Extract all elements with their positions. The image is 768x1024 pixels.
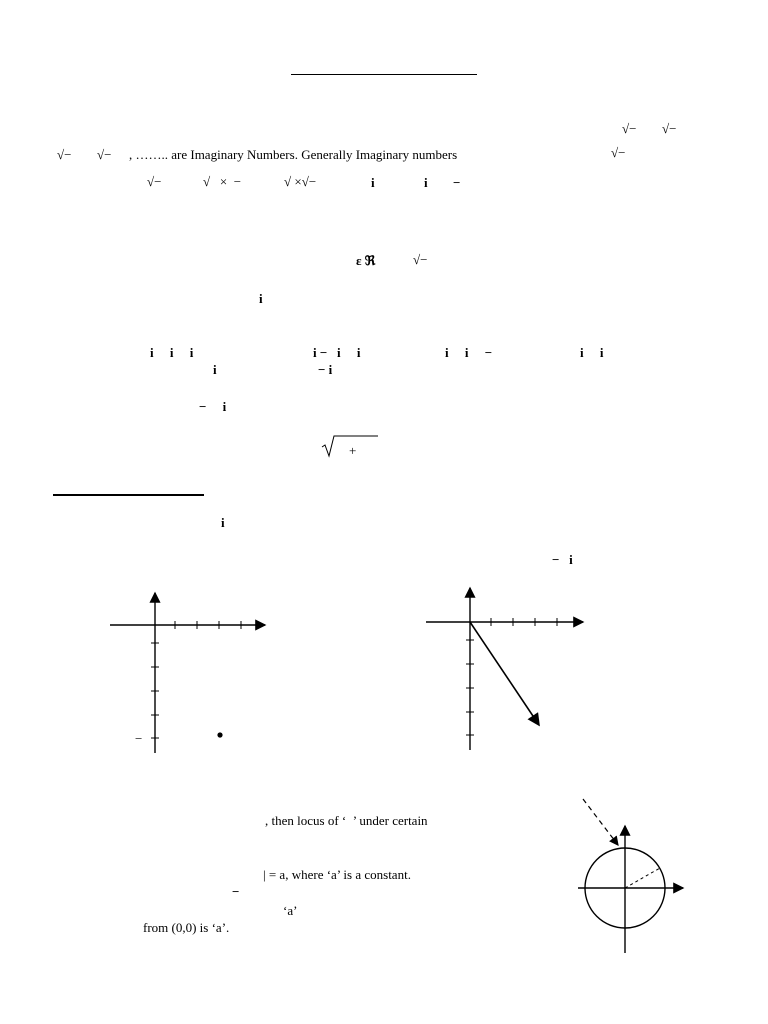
locus-line3: from (0,0) is ‘a’.: [143, 920, 230, 935]
powers-row2-b: − i: [318, 362, 333, 377]
intro-dash: −: [453, 175, 461, 190]
intro-root-e: √−: [611, 145, 626, 160]
intro-root-d: √−: [97, 147, 112, 162]
intro-root-f: √−: [147, 174, 162, 189]
argand-diagram-vector: [423, 582, 593, 757]
powers-row2-a: i: [213, 362, 217, 377]
locus-a-label: ‘a’: [283, 903, 298, 918]
intro-root-g: √ × −: [203, 174, 242, 189]
left-graph-y-label: −: [135, 731, 143, 746]
intro-imaginary-text: , …….. are Imaginary Numbers. Generally Imaginary numbers: [129, 147, 458, 162]
conjugate-expr: − i: [199, 399, 227, 414]
intro-root-a: √−: [622, 121, 637, 136]
powers-row1-b: i − i i: [313, 345, 361, 360]
powers-row1-c: i i −: [445, 345, 493, 360]
locus-dash: −: [232, 884, 240, 899]
locus-line1: , then locus of ‘ ’ under certain: [265, 813, 428, 828]
powers-row1-d: i i: [580, 345, 604, 360]
section2-underline: [53, 494, 204, 496]
argand-diagram-point: [105, 585, 280, 765]
powers-row1-a: i i i: [150, 345, 194, 360]
intro-root-h: √ ×√−: [284, 174, 317, 189]
intro-i-2: i: [424, 175, 428, 190]
modulus-plus: +: [349, 443, 357, 458]
definition-i: i: [259, 291, 263, 306]
title-underline: [291, 74, 477, 75]
locus-circle-diagram: [575, 795, 690, 960]
intro-root-b: √−: [662, 121, 677, 136]
definition-root: √−: [413, 252, 428, 267]
section2-right-expr: − i: [552, 552, 573, 567]
section2-i: i: [221, 515, 225, 530]
locus-line2: | = a, where ‘a’ is a constant.: [263, 867, 411, 882]
intro-i-1: i: [371, 175, 375, 190]
intro-root-c: √−: [57, 147, 72, 162]
definition-epsilon-real: ε ℜ: [356, 253, 376, 268]
